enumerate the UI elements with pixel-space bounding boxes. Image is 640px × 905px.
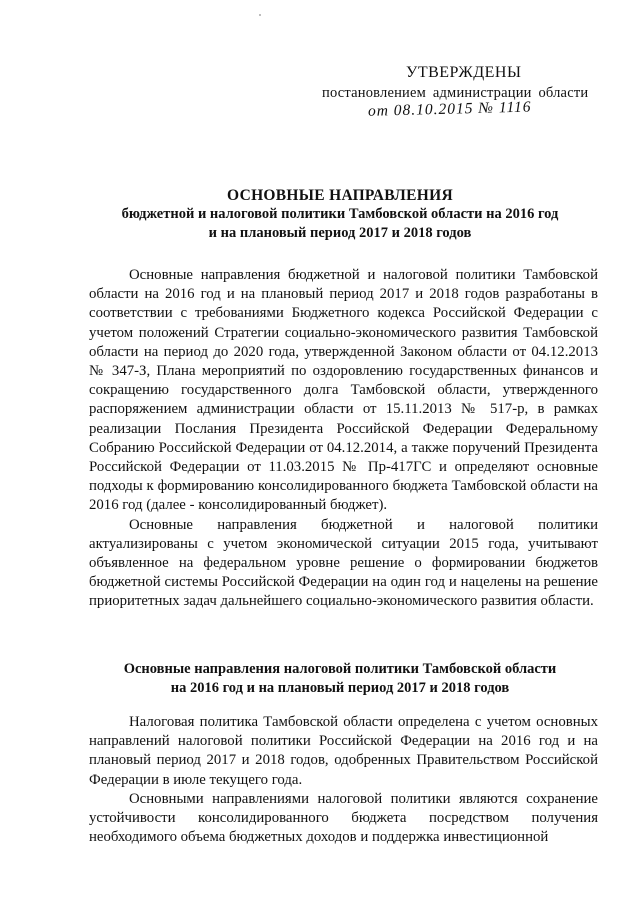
approval-stamp (322, 64, 612, 122)
tax-policy-paragraph-2: Основными направлениями налоговой политики являются сохранение устойчивости консолидированного бюджета посредством получения необходимого объема бюджетных доходов и поддержка инвестиционной (89, 790, 598, 846)
intro-paragraph-1: Основные направления бюджетной и налоговой политики Тамбовской области на 2016 год и на плановый период 2017 и 2018 годов разработаны в соответствии с требованиями Бюджетного кодекса Российской Федерации с учетом положений Стратегии социально-экономического развития Тамбовской области на период до 2020 года, утвержденной Законом области от 04.12.2013 № 347-З, Плана мероприятий по оздоровлению государственных финансов и сокращению государственного долга Тамбовской области, утвержденного распоряжением администрации области от 15.11.2013 № 517-р, в рамках реализации Послания Президента Российской Федерации Федеральному Собранию Российской Федерации от 04.12.2014, а также поручений Президента Российской Федерации от 11.03.2015 № Пр-417ГС и определяют основные подходы к формированию консолидированного бюджета Тамбовской области на 2016 год (далее - консолидированный бюджет). (89, 267, 598, 514)
document-title (60, 186, 620, 243)
tax-policy-heading (60, 660, 620, 698)
tax-policy-heading-line-1: Основные направления налоговой политики Тамбовской области (123, 661, 557, 677)
title-main: ОСНОВНЫЕ НАПРАВЛЕНИЯ (227, 187, 453, 204)
title-line-2: бюджетной и налоговой политики Тамбовской области на 2016 год (121, 206, 559, 222)
scan-speck (259, 14, 261, 16)
approval-heading: УТВЕРЖДЕНЫ (406, 64, 522, 81)
title-line-3: и на плановый период 2017 и 2018 годов (208, 225, 472, 241)
intro-paragraph-2: Основные направления бюджетной и налоговой политики актуализированы с учетом экономической ситуации 2015 года, учитывают объявленное на федеральном уровне решение о формировании бюджетов бюджетной системы Российской Федерации на один год и нацелены на решение приоритетных задач дальнейшего социально-экономического развития области. (89, 516, 598, 610)
tax-policy-paragraph-1: Налоговая политика Тамбовской области определена с учетом основных направлений налоговой политики Российской Федерации на 2016 год и на плановый период 2017 и 2018 годов, одобренных Правительством Российской Федерации в июле текущего года. (89, 714, 598, 788)
tax-policy-section (89, 713, 598, 847)
tax-policy-heading-line-2: на 2016 год и на плановый период 2017 и 2018 годов (170, 680, 510, 696)
intro-section (89, 266, 598, 612)
approval-authority: постановлением администрации области (322, 85, 589, 101)
approval-handwritten-date: от 08.10.2015 № 1116 (367, 98, 532, 120)
